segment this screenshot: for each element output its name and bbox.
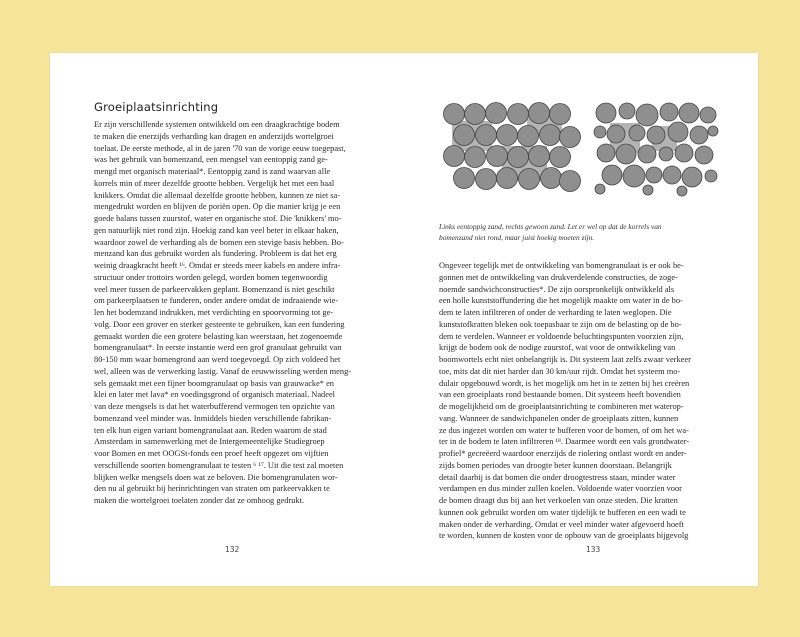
text-line: verschillende soorten bomengranulaat te testen ⁶ ¹⁷. Uit die test zal moeten bbox=[94, 460, 344, 470]
sand-grain bbox=[465, 104, 486, 125]
text-line: 80-150 mm waar bomengrond aan werd toegevoegd. Op zich voldeed het bbox=[94, 355, 341, 364]
text-line: ter in de bodem te laten infiltreren ¹⁸. Daarmee wordt een vals grondwater- bbox=[439, 437, 690, 447]
sand-grain bbox=[560, 127, 581, 148]
text-line: bomenzand veel minder was. Inmiddels bieden verschillende fabrikan- bbox=[94, 413, 332, 423]
left-page bbox=[50, 53, 404, 586]
text-line: waardoor zowel de verharding als de bomen een stevige basis hebben. Bo- bbox=[94, 237, 344, 247]
text-line: Ongeveer tegelijk met de ontwikkeling van bomengranulaat is er ook be- bbox=[439, 261, 684, 270]
sand-grain bbox=[638, 145, 656, 163]
text-line: bomengranulaat*. In eerste instantie werd een grof granulaat gebruikt van bbox=[94, 343, 342, 353]
text-line: Amsterdam in samenwerking met de Intergemeentelijke Studiegroep bbox=[94, 437, 325, 447]
text-line: de bomen draagt dus bij aan het verkoelen van onze steden. Die kratten bbox=[439, 496, 678, 505]
sand-grain bbox=[646, 167, 662, 183]
sand-grain bbox=[679, 103, 699, 123]
right-page bbox=[404, 53, 758, 586]
text-line: gonnen met de ontwikkeling van drukverdelende constructies, de zoge- bbox=[439, 272, 678, 282]
text-line: den nu al gebruikt bij herinrichtingen van straten om parkeervakken te bbox=[94, 484, 330, 494]
sand-grain bbox=[659, 147, 673, 161]
sand-grain bbox=[476, 169, 497, 190]
text-line: blijken welke mengsels doen wat ze beloven. Die bomengranulaten wor- bbox=[94, 472, 338, 482]
text-line: dem te verdelen. Wanneer er voldoende beluchtingspunten voorzien zijn, bbox=[439, 331, 684, 341]
sand-grain bbox=[643, 185, 653, 195]
sand-grain bbox=[619, 103, 635, 119]
text-line: veel meer tussen de parkeervakken geplant. Bomenzand is niet geschikt bbox=[94, 284, 335, 294]
text-line: vang. Wanneer de sandwichpanelen onder de groeiplaats zitten, kunnen bbox=[439, 413, 679, 423]
text-line: klei en later met lava* en voedingsgrond of organisch materiaal. Nadeel bbox=[94, 390, 336, 400]
sand-grain bbox=[616, 144, 636, 164]
sand-grain bbox=[497, 125, 518, 146]
text-line: gemaakt worden die een grotere belasting kan weerstaan, het zogenoemde bbox=[94, 331, 343, 341]
sand-grain bbox=[594, 126, 606, 138]
sand-grain bbox=[508, 147, 529, 168]
sand-grain bbox=[476, 125, 497, 146]
text-line: de mogelijkheid om de groeiplaatsinrichting te combineren met waterop- bbox=[439, 402, 684, 411]
section-heading: Groeiplaatsinrichting bbox=[94, 100, 219, 114]
uniform-sand-illustration bbox=[442, 101, 582, 197]
sand-grain bbox=[486, 103, 507, 124]
text-line: gen natuurlijk niet rond zijn. Hoekig zand kan veel beter in elkaar haken, bbox=[94, 225, 339, 235]
text-line: goede balans tussen zuurstof, water en organische stof. Die 'knikkers' mo- bbox=[94, 214, 342, 223]
text-line: maken die wortelgroei toelaten zonder dat ze omhoog gedrukt. bbox=[94, 496, 304, 505]
sand-grain bbox=[596, 103, 616, 123]
sand-grain bbox=[550, 104, 571, 125]
text-line: menzand kan dus gebruikt worden als fundering. Probleem is dat het erg bbox=[94, 249, 337, 259]
text-line: noemde sandwichconstructies*. De zijn oorspronkelijk ontwikkeld als bbox=[439, 284, 675, 294]
sand-grain bbox=[677, 186, 687, 196]
text-line: mengd met organisch materiaal*. Eentoppig zand is zand waarvan alle bbox=[94, 167, 331, 176]
book-spread bbox=[50, 53, 758, 586]
text-line: len het bodemzand indrukken, met verdichting en spoorvorming tot ge- bbox=[94, 308, 334, 317]
sand-grain bbox=[607, 125, 625, 143]
sand-grain bbox=[560, 171, 581, 192]
text-line: verdampen en dus minder zullen koelen. Voldoende water voorzien voor bbox=[439, 484, 682, 494]
sand-grain bbox=[682, 167, 702, 187]
text-line: een holle kunststoffundering die het mogelijk maakte om water in de bo- bbox=[439, 296, 683, 306]
sand-grain bbox=[444, 104, 465, 125]
sand-grain bbox=[454, 125, 475, 146]
sand-grain bbox=[487, 146, 508, 167]
text-line: dem te laten infiltreren of onder de verharding te laten weglopen. Die bbox=[439, 308, 672, 317]
text-line: knikkers. Omdat die allemaal dezelfde grootte hebben, kunnen ze niet sa- bbox=[94, 190, 341, 200]
sand-grain bbox=[695, 146, 713, 164]
sand-grain bbox=[529, 146, 550, 167]
text-line: detail daarbij is dat bomen die onder droogtestress staan, minder water bbox=[439, 472, 676, 482]
sand-grain bbox=[540, 125, 561, 146]
text-line: van een groeiplaats rond bestaande bomen. Dit systeem heeft bovendien bbox=[439, 390, 681, 400]
sand-grain bbox=[454, 168, 475, 189]
sand-grain bbox=[541, 168, 562, 189]
text-line: krijgt de bodem ook de nodige zuurstof, wat voor de ontwikkeling van bbox=[439, 343, 676, 353]
sand-grain bbox=[518, 126, 539, 147]
sand-grain bbox=[602, 165, 622, 185]
text-line: kunststofkratten bleken ook toepasbaar te zijn om de belasting op de bo- bbox=[439, 319, 682, 329]
caption-line: Links eentoppig zand, rechts gewoon zand. Let er wel op dat de korrels van bbox=[439, 222, 662, 231]
text-line: was het gebruik van bomenzand, een mengsel van eentoppig zand ge- bbox=[94, 155, 328, 165]
text-line: weinig draagkracht heeft ¹⁶. Omdat er steeds meer kabels en andere infra- bbox=[94, 261, 341, 270]
text-line: kunnen ook gebruikt worden om water tijdelijk te bufferen en een wadi te bbox=[439, 507, 686, 517]
sand-grain bbox=[595, 184, 605, 194]
text-line: te maken die enerzijds verharding kan dragen en anderzijds wortelgroei bbox=[94, 131, 334, 141]
sand-grain bbox=[660, 103, 678, 121]
sand-grain bbox=[708, 126, 718, 136]
page-number-left: 132 bbox=[225, 545, 240, 554]
sand-grain bbox=[465, 147, 486, 168]
text-line: volg. Door een grover en sterker gesteente te gebruiken, kan een fundering bbox=[94, 319, 345, 329]
left-body-text bbox=[94, 119, 382, 507]
text-line: om parkeerplaatsen te funderen, onder andere omdat de indraaiende wie- bbox=[94, 296, 339, 306]
text-line: mengedrukt worden en blijven de poriën open. Op die manier krijg je een bbox=[94, 202, 341, 212]
sand-grain bbox=[663, 166, 681, 184]
text-line: van deze mengsels is dat het waterbufferend vermogen ten opzichte van bbox=[94, 402, 335, 411]
text-line: profiel* gecreëerd waardoor enerzijds de riolering ontlast wordt en ander- bbox=[439, 449, 687, 458]
sand-grain bbox=[623, 165, 645, 187]
text-line: toelaat. De eerste methode, al in de jaren '70 van de vorige eeuw toegepast, bbox=[94, 143, 346, 153]
sand-grain bbox=[519, 169, 540, 190]
text-line: te worden, kunnen de kosten voor de opbouw van de groeiplaats bijgevolg bbox=[439, 531, 689, 541]
sand-grain bbox=[550, 147, 571, 168]
sand-grain bbox=[444, 146, 465, 167]
right-body-text bbox=[439, 260, 724, 542]
sand-grain bbox=[508, 104, 529, 125]
sand-grain bbox=[629, 125, 645, 141]
text-line: Er zijn verschillende systemen ontwikkeld om een draagkrachtige bodem bbox=[94, 120, 340, 129]
text-line: structuur onder trottoirs worden gelegd, worden bomen tegenwoordig bbox=[94, 272, 328, 282]
text-line: wel, alleen was de verwerking lastig. Vanaf de eeuwwisseling werden meng- bbox=[94, 366, 352, 376]
text-line: toe, mits dat dit niet harder dan 30 km/uur rijdt. Omdat het systeem mo- bbox=[439, 366, 681, 376]
sand-grain bbox=[700, 107, 716, 123]
text-line: dulair opgebouwd wordt, is het mogelijk om het in te zetten bij het creëren bbox=[439, 378, 690, 388]
text-line: sels gemaakt met een fijner boomgranulaat op basis van grauwacke* en bbox=[94, 378, 334, 388]
text-line: zijds bomen periodes van droogte beter kunnen doorstaan. Belangrijk bbox=[439, 460, 672, 470]
caption-line: bomenzand niet rond, maar juist hoekig moeten zijn. bbox=[439, 233, 595, 242]
sand-grain bbox=[647, 126, 665, 144]
sand-grain bbox=[636, 104, 658, 126]
sand-grain bbox=[668, 122, 688, 142]
normal-sand-illustration bbox=[592, 101, 719, 197]
text-line: ze dus ingezet worden om water te bufferen voor de bomen, of om het wa- bbox=[439, 425, 689, 435]
sand-grain bbox=[705, 170, 717, 182]
sand-grain bbox=[597, 144, 615, 162]
sand-grain bbox=[675, 144, 693, 162]
sand-grain bbox=[497, 168, 518, 189]
figure-caption bbox=[439, 221, 729, 243]
sand-grain bbox=[529, 103, 550, 124]
page-number-right: 133 bbox=[586, 545, 601, 554]
text-line: voor Bomen en met OOGSt-fonds een proef heeft opgezet om vijftien bbox=[94, 449, 329, 458]
text-line: boomwortels echt niet onbelangrijk is. Dit systeem laat zelfs zwaar verkeer bbox=[439, 355, 691, 364]
text-line: korrels min of meer dezelfde grootte hebben. Vergelijk het met een baal bbox=[94, 178, 335, 188]
sand-grain bbox=[690, 126, 708, 144]
text-line: maken onder de verharding. Omdat er veel minder water afgevoerd hoeft bbox=[439, 519, 684, 529]
text-line: ten elk hun eigen variant bomengranulaat aan. Reden waarom de stad bbox=[94, 425, 327, 435]
